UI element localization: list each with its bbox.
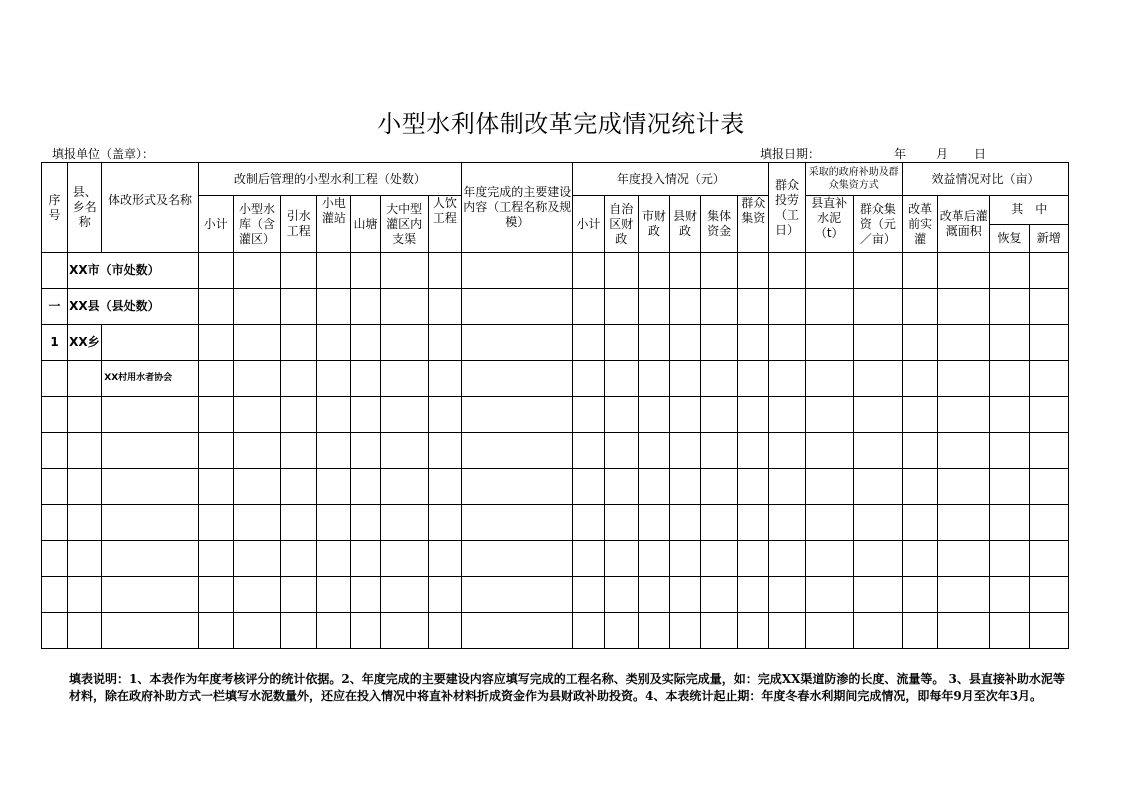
header-after-irrigation: 改革后灌溉面积	[938, 196, 990, 253]
header-mass-per-mu: 群众集资（元／亩）	[853, 196, 902, 253]
header-diversion: 引水工程	[281, 196, 317, 253]
row-seq: 1	[42, 325, 68, 361]
header-drinking	[428, 196, 461, 253]
header-reform-form: 体改形式及名称	[102, 163, 198, 253]
table-row	[42, 289, 1069, 325]
header-investment: 年度投入情况（元）	[573, 163, 769, 196]
row-region	[68, 361, 102, 397]
row-form: XX村用水者协会	[102, 361, 198, 397]
header-seq: 序号	[42, 163, 68, 253]
header-annual-content: 年度完成的主要建设内容（工程名称及规模）	[461, 163, 573, 253]
table-row	[42, 505, 1069, 541]
header-reservoir: 小型水库（含灌区）	[233, 196, 280, 253]
header-managed-projects: 改制后管理的小型水利工程（处数）	[198, 163, 461, 196]
table-row	[42, 397, 1069, 433]
row-region: XX市	[69, 263, 100, 277]
header-county-town: 县、乡名称	[68, 163, 102, 253]
table-row	[42, 253, 1069, 289]
header-subtotal: 小计	[198, 196, 233, 253]
table-row	[42, 577, 1069, 613]
reporting-date-label: 填报日期：	[760, 147, 821, 161]
table-row	[42, 469, 1069, 505]
table-row	[42, 325, 1069, 361]
row-form: （县处数）	[99, 299, 160, 313]
header-pond: 山塘	[351, 196, 380, 253]
table-row	[42, 613, 1069, 649]
header-county-finance: 县财政	[669, 196, 700, 253]
row-seq	[42, 361, 68, 397]
row-region: XX县	[69, 299, 100, 313]
header-subsidy-method: 采取的政府补助及群众集资方式	[805, 163, 902, 196]
row-region: XX乡	[68, 325, 102, 361]
header-cement	[805, 196, 853, 253]
header-drinking-text: 人饮工程	[432, 196, 457, 225]
row-name	[68, 253, 199, 289]
table-row	[42, 541, 1069, 577]
header-canal: 大中型灌区内支渠	[380, 196, 428, 253]
header-region-finance: 自治区财政	[604, 196, 638, 253]
header-mass-fund-text: 群众集资	[741, 196, 766, 225]
header-labor: 群众投劳（工日）	[769, 163, 805, 253]
header-pumping-station	[317, 196, 351, 253]
table-row	[42, 361, 1069, 397]
header-before-irrigation: 改革前实灌	[903, 196, 938, 253]
header-pumping-text: 小电灌站	[321, 196, 346, 225]
statistics-table	[41, 162, 1069, 649]
header-inv-subtotal: 小计	[573, 196, 604, 253]
table-row	[42, 433, 1069, 469]
year-label: 年	[894, 147, 907, 161]
header-cement-text: 县直补水泥（t）	[811, 196, 848, 240]
row-seq	[42, 253, 68, 289]
header-restore: 恢复	[990, 224, 1029, 253]
month-label: 月	[936, 147, 949, 161]
header-benefit: 效益情况对比（亩）	[903, 163, 1069, 196]
header-new-add: 新增	[1029, 224, 1068, 253]
reporting-date	[760, 145, 986, 162]
header-among: 其 中	[990, 196, 1069, 225]
reporting-unit-label: 填报单位（盖章）：	[52, 147, 155, 161]
row-name	[68, 289, 199, 325]
page-title: 小型水利体制改革完成情况统计表	[377, 110, 745, 138]
header-collective-fund: 集体资金	[701, 196, 738, 253]
row-form: （市处数）	[99, 263, 160, 277]
filling-instructions: 填表说明：1、本表作为年度考核评分的统计依据。2、年度完成的主要建设内容应填写完成的工程名称、类别及实际完成量，如：完成XX渠道防渗的长度、流量等。 3、县直接补助水泥等材料，除在政府补助方式一栏填写水泥数量外，还应在投入情况中将直补材料折成资金作为县财政补助投资。4、本表统计起止期：年度冬春水利期间完成情况，即每年9月至次年3月。	[69, 672, 1065, 703]
row-seq: 一	[42, 289, 68, 325]
row-form	[102, 325, 198, 361]
header-mass-fund	[738, 196, 769, 253]
day-label: 日	[974, 147, 987, 161]
header-city-finance: 市财政	[638, 196, 669, 253]
